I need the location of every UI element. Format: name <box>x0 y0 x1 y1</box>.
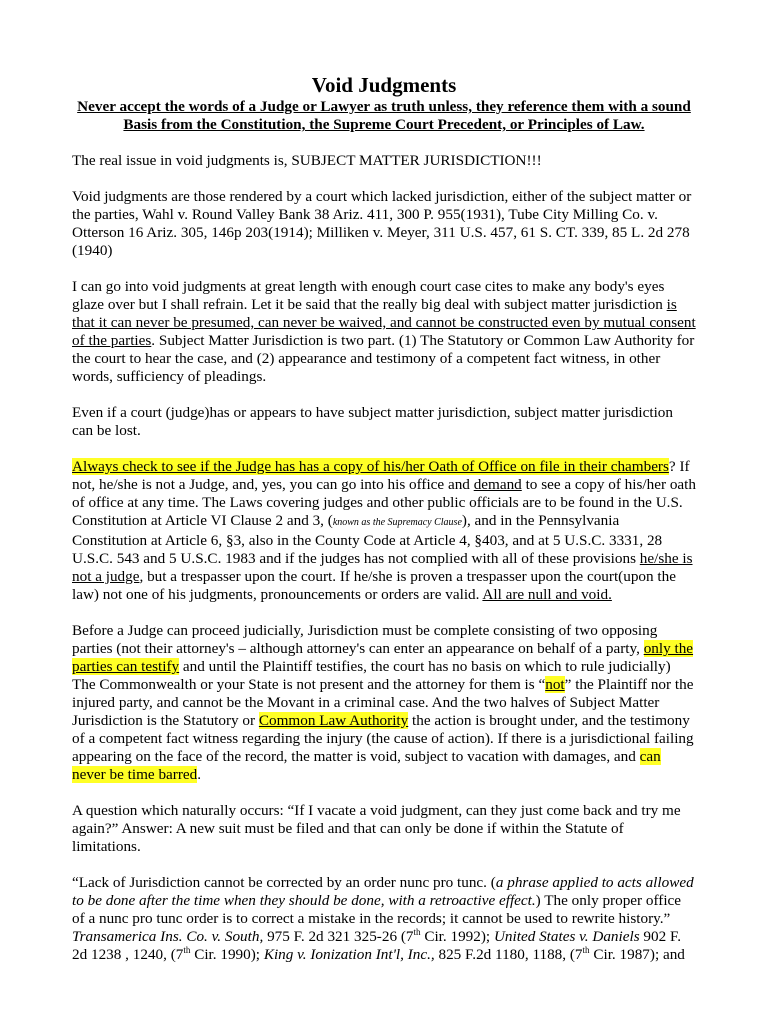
underlined-text: demand <box>473 476 522 493</box>
small-italic-note: known as the Supremacy Clause <box>332 517 462 528</box>
paragraph-7: A question which naturally occurs: “If I vacate a void judgment, can they just come back and try me again?” Answer: A new suit must be filed and that can only be done if within the Statute of limitations. <box>72 802 681 855</box>
paragraph-5: Always check to see if the Judge has has a copy of his/her Oath of Office on file in their chambers? If not, he/she is not a Judge, and, yes, you can go into his office and demand to see a copy of his/her oath of office at any time. The Laws covering judges and other public officials are to be found in the U.S. Constitution at Article VI Clause 2 and 3, (known as the Supremacy Clause), and in the Pennsylvania Constitution at Article 6, §3, also in the County Code at Article 4, §403, and at 5 U.S.C. 3331, 28 U.S.C. 543 and 5 U.S.C. 1983 and if the judges has not complied with all of these provisions he/she is not a judge, but a trespasser upon the court. If he/she is proven a trespasser upon the court(upon the law) not one of his judgments, pronouncements or orders are valid. All are null and void. <box>72 458 696 603</box>
document-subtitle: Never accept the words of a Judge or Lawyer as truth unless, they reference them with a sound Basis from the Constitution, the Supreme Court Precedent, or Principles of Law. <box>77 98 691 133</box>
paragraph-3: I can go into void judgments at great length with enough court case cites to make any body's eyes glaze over but I shall refrain. Let it be said that the really big deal with subject matter jurisdiction is that it can never be presumed, can never be waived, and cannot be constructed even by mutual consent of the parties. Subject Matter Jurisdiction is two part. (1) The Statutory or Common Law Authority for the court to hear the case, and (2) appearance and testimony of a competent fact witness, in other words, sufficiency of pleadings. <box>72 278 696 385</box>
highlighted-text: only the parties can testify <box>72 640 694 675</box>
highlighted-text: not <box>545 676 565 693</box>
paragraph-8: “Lack of Jurisdiction cannot be corrected by an order nunc pro tunc. (a phrase applied to acts allowed to be done after the time when they should be done, with a retroactive effect.) The only proper office of a nunc pro tunc order is to correct a mistake in the records; it cannot be used to rewrite history.” Transamerica Ins. Co. v. South, 975 F. 2d 321 325-26 (7th Cir. 1992); United States v. Daniels 902 F. 2d 1238 , 1240, (7th Cir. 1990); King v. Ionization Int'l, Inc., 825 F.2d 1180, 1188, (7th Cir. 1987); and <box>72 874 694 963</box>
paragraph-4: Even if a court (judge)has or appears to have subject matter jurisdiction, subject matter jurisdiction can be lost. <box>72 404 673 439</box>
highlighted-text: Common Law Authority <box>258 712 409 729</box>
case-name: King v. Ionization Int'l, Inc., <box>263 946 435 963</box>
italic-text: a phrase applied to acts allowed to be done after the time when they should be done, with a retroactive effect. <box>72 874 694 909</box>
paragraph-6: Before a Judge can proceed judicially, Jurisdiction must be complete consisting of two opposing parties (not their attorney's – although attorney's can enter an appearance on behalf of a party, only the parties can testify and until the Plaintiff testifies, the court has no basis on which to rule judicially) The Commonwealth or your State is not present and the attorney for them is “not” the Plaintiff nor the injured party, and cannot be the Movant in a criminal case. And the two halves of Subject Matter Jurisdiction is the Statutory or Common Law Authority the action is brought under, and the testimony of a competent fact witness regarding the injury (the cause of action). If there is a jurisdictional failing appearing on the face of the record, the matter is void, subject to vacation with damages, and can never be time barred. <box>72 622 694 783</box>
underlined-text: All are null and void. <box>482 586 612 603</box>
underlined-text: he/she is not a judge <box>72 550 693 585</box>
highlighted-text: can never be time barred <box>72 748 661 783</box>
highlighted-text: Always check to see if the Judge has has a copy of his/her Oath of Office on file in their chambers <box>72 458 669 475</box>
case-name: United States v. Daniels <box>493 928 640 945</box>
case-name: Transamerica Ins. Co. v. South, <box>72 928 264 945</box>
document-title: Void Judgments <box>311 73 457 97</box>
underlined-text: is that it can never be presumed, can never be waived, and cannot be constructed even by mutual consent of the parties <box>72 296 696 349</box>
paragraph-1: The real issue in void judgments is, SUBJECT MATTER JURISDICTION!!! <box>72 152 542 169</box>
paragraph-2: Void judgments are those rendered by a court which lacked jurisdiction, either of the subject matter or the parties, Wahl v. Round Valley Bank 38 Ariz. 411, 300 P. 955(1931), Tube City Milling Co. v. Otterson 16 Ariz. 305, 146p 203(1914); Milliken v. Meyer, 311 U.S. 457, 61 S. CT. 339, 85 L. 2d 278 (1940) <box>72 188 692 259</box>
